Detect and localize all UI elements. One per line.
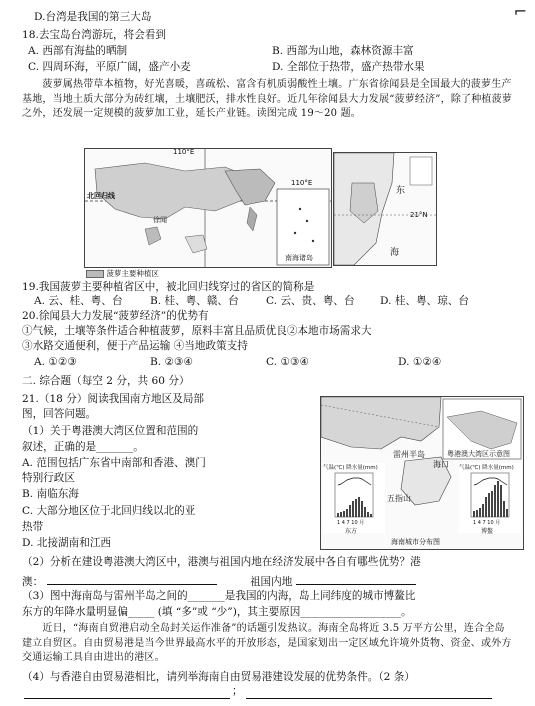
hainan-map-caption: 海南城市分布图 xyxy=(391,538,440,546)
q20-stem: 20.徐闻县大力发展“菠萝经济”的优势有 xyxy=(22,310,209,322)
q20-option-d[interactable]: D. ①②④ xyxy=(398,356,442,368)
south-sea-islands-label: 南海诸岛 xyxy=(285,254,313,262)
q21-sub2-answer xyxy=(22,572,522,589)
q18-option-a[interactable]: A. 西部有海盐的晒制 xyxy=(28,45,128,57)
q21-option-b[interactable]: B. 南临东海 xyxy=(22,488,79,500)
dongfang-chart-graphic xyxy=(323,471,385,525)
leizhou-label: 雷州半岛 xyxy=(393,450,425,459)
map1-lon-label: 110°E xyxy=(173,148,195,156)
boao-climate-chart xyxy=(459,463,521,533)
q19-option-b[interactable]: B. 桂、粤、赣、台 xyxy=(150,295,239,307)
pineapple-map xyxy=(84,148,332,268)
boao-chart-graphic xyxy=(459,471,521,525)
mainland-answer-blank[interactable] xyxy=(296,572,416,585)
q19-stem: 19.我国菠萝主要种植省区中，被北回归线穿过的省区的简称是 xyxy=(22,281,315,293)
haikou-label: 海口 xyxy=(433,460,449,469)
legend-label: 菠萝主要种植区 xyxy=(106,269,159,278)
lat-label: 21°N xyxy=(410,211,428,219)
east-sea-label-2: 海 xyxy=(390,248,400,258)
pineapple-passage: 菠萝属热带草本植物，好光喜暖，喜疏松、富含有机质弱酸性土壤。广东省徐闻县是全国最大的菠萝生产基地，当地土质大部分为砖红壤，土壤肥沃，排水性良好。近几年徐闻县大力发展“菠萝经济”，除了种植菠萝之外，还发展一定规模的菠萝加工业，延长产业链。读图完成 19～20 题。 xyxy=(22,79,513,119)
section2-title: 二. 综合题（每空 2 分，共 60 分） xyxy=(22,375,190,387)
q19-option-a[interactable]: A. 云、桂、粤、台 xyxy=(34,295,123,307)
xuwen-detail-graphic xyxy=(334,153,436,265)
pineapple-map-graphic xyxy=(85,149,331,267)
q19-option-c[interactable]: C. 云、贵、粤、台 xyxy=(266,295,355,307)
q21-sub1-b: 叙述，正确的是_______。 xyxy=(22,441,144,453)
q21-option-a-2: 特别行政区 xyxy=(22,472,75,484)
q21-sub3-b: 东方的年降水量明显偏_____ (填 “多”或 “少”)，其主要原因___________________。 xyxy=(22,606,412,618)
q20-option-c[interactable]: C. ①③④ xyxy=(266,356,309,368)
boao-months: 1 4 7 10 月 xyxy=(473,520,501,526)
q20-option-b[interactable]: B. ②③④ xyxy=(150,356,194,368)
tropic-label: 北回归线 xyxy=(87,192,115,200)
q21-sub3-a: （3）图中海南岛与雷州半岛之间的_______是我国的内海，岛上同纬度的城市博鳌比 xyxy=(22,590,416,602)
q21-sub4-blank-2[interactable] xyxy=(246,686,492,699)
boao-chart-title: 气温(℃) 降水量(mm) xyxy=(459,465,514,471)
q21-sub2: （2）分析在建设粤港澳大湾区中，港澳与祖国内地在经济发展中各自有哪些优势？港 xyxy=(22,556,421,568)
q18-option-c[interactable]: C. 四周环海，平原广阔，盛产小麦 xyxy=(28,61,191,73)
q21-stem-2: 图，回答问题。 xyxy=(22,408,97,420)
xuwen-detail-map xyxy=(333,152,437,266)
q18-option-d[interactable]: D. 全部位于热带，盛产热带水果 xyxy=(272,61,425,73)
q21-sub1-a: （1）关于粤港澳大湾区位置和范围的 xyxy=(22,425,199,437)
hk-macao-label: 澳： xyxy=(22,576,44,588)
q20-statement-2: ③水路交通便利，便于产品运输 ④当地政策支持 xyxy=(22,340,248,352)
q18-stem: 18.去宝岛台湾游玩，将会看到 xyxy=(22,29,166,41)
semicolon: ； xyxy=(232,685,243,697)
q21-sub4-blank-1[interactable] xyxy=(24,686,230,699)
mainland-label: 祖国内地 xyxy=(249,576,293,588)
q21-stem-1: 21.（18 分）阅读我国南方地区及局部 xyxy=(22,393,205,405)
hainan-ftp-passage: 近日，“海南自贸港启动全岛封关运作准备”的话题引发热议。海南全岛将近 3.5 万平方公里，连合全岛建立自贸区。自由贸易港是当今世界最高水平的开放形态，是国家划出一定区域允许境外货物、资金、或外方交通运输工具自由进出的港区。 xyxy=(22,623,512,663)
dongfang-climate-chart xyxy=(323,463,385,533)
q18-option-b[interactable]: B. 西部为山地，森林资源丰富 xyxy=(272,45,414,57)
q21-option-c-1[interactable]: C. 大部分地区位于北回归线以北的亚 xyxy=(22,505,196,517)
q17-option-d: D.台湾是我国的第三大岛 xyxy=(34,11,152,23)
south-china-map xyxy=(320,396,524,550)
map1-legend xyxy=(86,268,159,279)
q20-statement-1: ①气候，土壤等条件适合种植菠萝，原料丰富且品质优良②本地市场需求大 xyxy=(22,325,372,337)
map1-inset-lon-label: 110°E xyxy=(291,179,313,187)
dongfang-label: 东方 xyxy=(345,528,358,535)
wuzhishan-label: 五指山 xyxy=(387,494,411,503)
hk-macao-answer-blank[interactable] xyxy=(47,572,217,585)
q21-option-a-1[interactable]: A. 范围包括广东省中南部和香港、澳门 xyxy=(22,457,206,469)
corner-mark: ⌐ xyxy=(513,2,527,21)
q19-option-d[interactable]: D. 桂、粤、琼、台 xyxy=(380,295,470,307)
q21-sub4: （4）与香港自由贸易港相比，请列举海南自由贸易港建设发展的优势条件。（2 条） xyxy=(22,671,415,683)
q21-option-d[interactable]: D. 北接湖南和江西 xyxy=(22,537,112,549)
legend-swatch-icon xyxy=(86,270,104,278)
dongfang-chart-title: 气温(℃) 降水量(mm) xyxy=(323,465,378,471)
boao-label: 博鳌 xyxy=(481,528,494,535)
gba-inset-caption: 粤港澳大湾区示意图 xyxy=(447,450,510,458)
east-sea-label-1: 东 xyxy=(396,186,406,196)
q20-option-a[interactable]: A. ①②③ xyxy=(34,356,77,368)
q21-option-c-2: 热带 xyxy=(22,521,44,533)
xuwen-label: 徐闻 xyxy=(153,216,167,224)
dongfang-months: 1 4 7 10 月 xyxy=(337,520,365,526)
